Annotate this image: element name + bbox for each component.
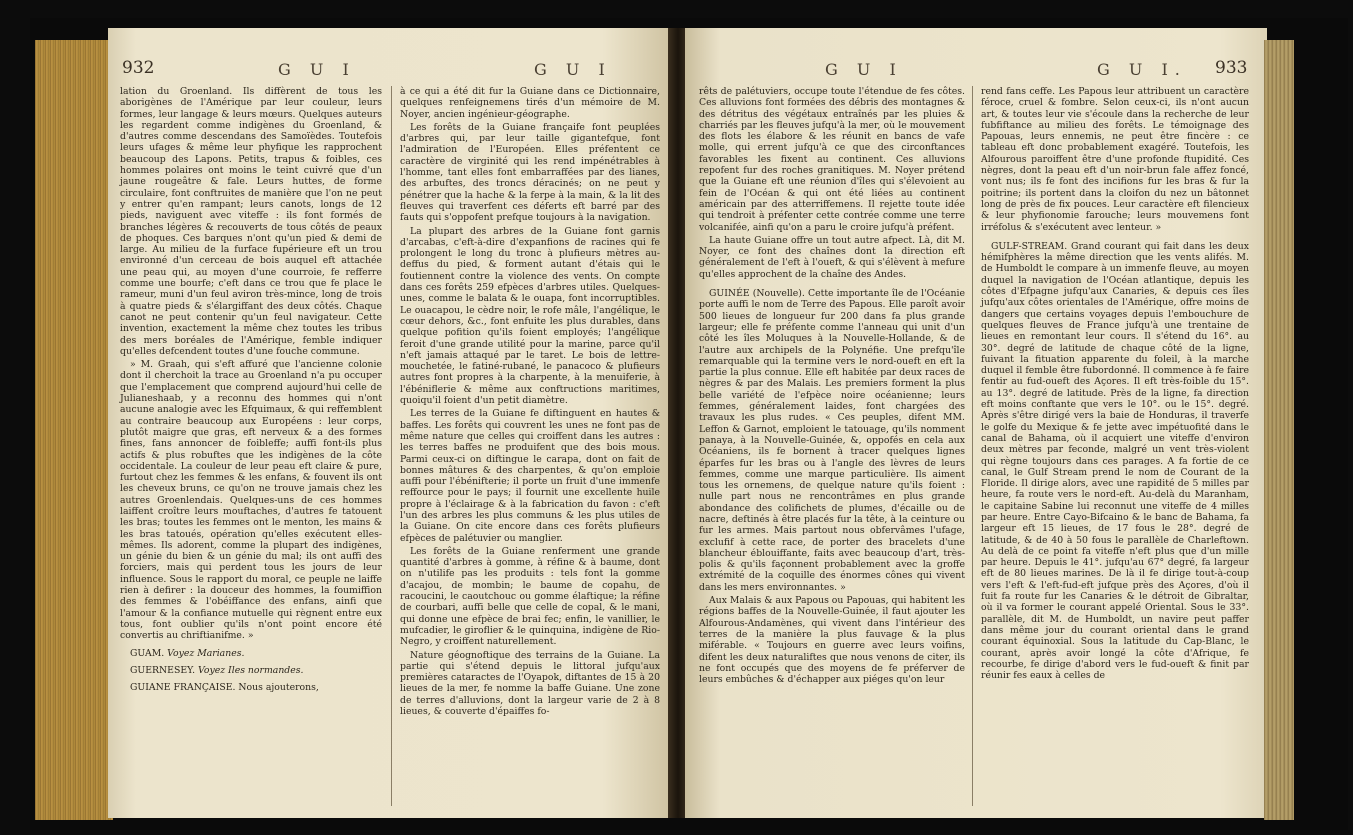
entry-head: GUERNESEY.: [130, 664, 196, 676]
right-column-2: [981, 86, 1249, 683]
paragraph: La plupart des arbres de la Guiane font garnis d'arcabas, c'eft-à-dire d'expanfions de racines qui fe prolongent le long du tronc à plufieurs mètres au-deffus du pied, & forment autant d'étais qui le foutiennent contre la violence des vents. On compte dans ces forêts 259 efpèces d'arbres utiles. Quelques-unes, comme le balata & le ouapa, font incorruptibles. Le ouacapou, le cèdre noir, le rofe mâle, l'angélique, le cœur dehors, &c., font enfuite les plus durables, dans quelque pofition qu'ils foient employés; l'angélique feroit d'une grande utilité pour la marine, parce qu'il n'eft jamais attaqué par le taret. Le bois de lettre-mouchetée, le fatiné-rubané, le panacoco & plufieurs autres font propres à la charpente, à la menuiferie, à l'ébéniflerie & même aux conftructions maritimes, quoiqu'il foient d'un petit diamètre.: [400, 225, 660, 407]
entry-head: GUAM.: [130, 647, 165, 659]
left-header-left: G U I: [278, 60, 356, 79]
right-page: [685, 28, 1267, 818]
entry-ref: Voyez Iles normandes.: [195, 664, 304, 676]
page-edges-left: [35, 40, 113, 820]
left-column-1: [120, 86, 382, 695]
entry-ref: Voyez Marianes.: [164, 647, 245, 659]
paragraph: Aux Malais & aux Papous ou Papouas, qui habitent les régions baffes de la Nouvelle-Guinée, il faut ajouter les Alfourous-Andamènes, qui vivent dans l'intérieur des terres de la manière la plus fauvage & la plus miférable. « Toujours en guerre avec leurs voifins, difent les deux naturaliftes que nous venons de citer, ils ne font occupés que des moyens de fe préferver de leurs embûches & d'échapper aux piéges qu'on leur: [699, 595, 965, 686]
left-header-right: G U I: [534, 60, 612, 79]
paragraph: Les forêts de la Guiane renferment une grande quantité d'arbres à gomme, à réfine & à baume, dont on n'utilife pas les produits : tels font la gomme d'acajou, de mombin; le baume de copahu, de racoucini, le caoutchouc ou gomme élaftique; la réfine de courbari, auffi belle que celle de copal, & le mani, qui donne une efpèce de brai fec; enfin, le vanillier, le mufcadier, le giroflier & le quinquina, indigène de Rio-Negro, y croiffent naturellement.: [400, 545, 660, 648]
left-column-2: [400, 86, 660, 719]
paragraph: Les forêts de la Guiane françaife font peuplées d'arbres qui, par leur taille gigantefque, font l'admiration de l'Européen. Elles préfentent ce caractère de virginité qui les rend impénétrables à l'homme, tant elles font embarraffées par des lianes, des arbuftes, des troncs déracinés; on ne peut y pénétrer que la hache & la ferpe à la main, & la lit des fleuves qui traverfent ces déferts eft barré par des fauts qui s'oppofent prefque toujours à la navigation.: [400, 121, 660, 224]
paragraph: Les terres de la Guiane fe diftinguent en hautes & baffes. Les forêts qui couvrent les unes ne font pas de même nature que celles qui croiffent dans les autres : les terres baffes ne produifent que des bois mous. Parmi ceux-ci on diftingue le carapa, dont on fait de bonnes mâtures & des charpentes, & qu'on emploie auffi pour l'ébénifterie; il porte un fruit d'une immenfe reffource pour le pays; il fournit une excellente huile propre à l'éclairage & à la fabrication du favon : c'eft l'un des arbres les plus communs & les plus utiles de la Guiane. On cite encore dans ces forêts plufieurs efpèces de palétuvier ou manglier.: [400, 408, 660, 544]
right-column-1: [699, 86, 965, 687]
entry-head: GUIANE FRANÇAISE.: [130, 682, 236, 694]
entry-guernesey: [120, 665, 382, 676]
paragraph: lation du Groenland. Ils diffèrent de tous les aborigènes de l'Amérique par leur couleur, leurs formes, leur langage & leurs mœurs. Quelques auteurs les regardent comme indigènes du Groenland, & d'autres comme descendans des Samoïèdes. Toutefois leurs ufages & même leur phyfique les rapprochent beaucoup des Lapons. Petits, trapus & foibles, ces hommes polaires ont moins le teint cuivré que d'un jaune rougeâtre & fale. Leurs huttes, de forme circulaire, font conftruites de manière que l'on ne peut y entrer qu'en rampant; leurs canots, longs de 12 pieds, naviguent avec viteffe : ils font formés de branches légères & recouverts de tous côtés de peaux de phoques. Ces barques n'ont qu'un pied & demi de large. Au milieu de la furface fupérieure eft un trou environné d'un cerceau de bois auquel eft attachée une peau qui, au moyen d'une courroie, fe refferre comme une bourfe; c'eft dans ce trou que fe place le rameur, muni d'un feul aviron très-mince, long de trois à quatre pieds & s'élargiffant des deux côtés. Chaque canot ne peut contenir qu'un feul navigateur. Cette invention, exactement la même chez toutes les tribus des mers boréales de l'Amérique, femble indiquer qu'elles defcendent toutes d'une fouche commune.: [120, 86, 382, 357]
entry-guiane: [120, 682, 382, 693]
paragraph: rend fans ceffe. Les Papous leur attribuent un caractère féroce, cruel & fombre. Selon ceux-ci, ils n'ont aucun art, & toutes leur vie s'écoule dans la recherche de leur fubfiftance au milieu des forêts. Le témoignage des Papouas, leurs ennemis, ne peut être fincère : ce tableau eft donc probablement exagéré. Toutefois, les Alfourous paroiffent être d'une profonde ftupidité. Ces nègres, dont la peau eft d'un noir-brun fale affez foncé, vont nus; ils fe font des incifions fur les bras & fur la poitrine; ils portent dans la cloifon du nez un bâtonnet long de près de fix pouces. Leur caractère eft filencieux & leur phyfionomie farouche; leurs mouvemens font irréfolus & s'exécutent avec lenteur. »: [981, 86, 1249, 233]
page-edges-right: [1264, 40, 1294, 820]
left-page: [108, 28, 670, 818]
paragraph: GULF-STREAM. Grand courant qui fait dans les deux hémifphères la même direction que les vents alifés. M. de Humboldt le compare à un immenfe fleuve, au moyen duquel la navigation de l'Océan atlantique, depuis les côtes d'Efpagne jufqu'aux Canaries, & depuis ces îles jufqu'aux côtes orientales de l'Amérique, offre moins de dangers que certains voyages depuis l'embouchure de quelques fleuves de France jufqu'à une trentaine de lieues en remontant leur cours. Il s'étend du 16°. au 30°. degré de latitude de chaque côté de la ligne, fuivant la fituation apparente du foleil, à la marche duquel il femble être fubordonné. Il commence à fe faire fentir au fud-oueft des Açores. Il eft très-foible du 15°. au 13°. degré de latitude. Près de la ligne, fa direction eft moins conftante que vers le 10°. ou le 15°. degré. Après s'être dirigé vers la baie de Honduras, il traverfe le golfe du Mexique & fe jette avec impétuofité dans le canal de Bahama, où il acquiert une viteffe d'environ deux mètres par feconde, malgré un vent très-violent qui règne toujours dans ces parages. A fa fortie de ce canal, le Gulf Stream prend le nom de Courant de la Floride. Il dirige alors, avec une rapidité de 5 milles par heure, fa route vers le nord-eft. Au-delà du Maranham, le capitaine Sabine lui reconnut une viteffe de 4 milles par heure. Entre Cayo-Bifcaino & le banc de Bahama, fa largeur eft 15 lieues, de 17 fous le 28°. degré de latitude, & de 40 à 50 fous le parallèle de Charleftown. Au delà de ce point fa viteffe n'eft plus que d'un mille par heure. Depuis le 41°. jufqu'au 67° degré, fa largeur eft de 80 lieues marines. De là il fe dirige tout-à-coup vers l'eft & l'eft-fud-eft jufque près des Açores, d'où il fuit fa route fur les Canaries & le détroit de Gibraltar, où il va former le courant appelé Oriental. Sous le 33°. parallèle, dit M. de Humboldt, un navire peut paffer dans même jour du courant oriental dans le grand courant équinoxial. Sous la latitude du Cap-Blanc, le courant, après avoir longé la côte d'Afrique, fe recourbe, fe dirige d'abord vers le fud-oueft & finit par réunir fes eaux à celles de: [981, 240, 1249, 682]
left-page-number: 932: [122, 58, 155, 78]
paragraph: » M. Graah, qui s'eft affuré que l'ancienne colonie dont il cherchoit la trace au Groenland n'a pu occuper que l'emplacement que comprend aujourd'hui celle de Julianeshaab, y a reconnu des hommes qui n'ont aucune analogie avec les Efquimaux, & qui reffemblent au contraire beaucoup aux Européens : leur corps, plutôt maigre que gras, eft nerveux & a des formes fines, fans annoncer de foibleffe; auffi font-ils plus actifs & plus robuftes que les indigènes de la côte occidentale. La couleur de leur peau eft claire & pure, furtout chez les femmes & les enfans, & fouvent ils ont les cheveux bruns, ce qu'on ne trouve jamais chez les autres Groenlendais. Quelques-uns de ces hommes laiffent croître leurs mouftaches, d'autres fe tatouent les bras; toutes les femmes ont le menton, les mains & les bras tatoués, opération qu'elles exécutent elles-mêmes. Ils adorent, comme la plupart des indigènes, un génie du bien & un génie du mal; ils ont auffi des forciers, mais qui perdent tous les jours de leur influence. Sous le rapport du moral, ce peuple ne laiffe rien à defirer : la douceur des hommes, la foumiffion des femmes & l'obéiffance des enfans, ainfi que l'amour & la confiance mutuelle qui règnent entre eux tous, font oublier qu'ils n'ont point encore été convertis au chriftianifme. »: [120, 359, 382, 642]
paragraph: à ce qui a été dit fur la Guiane dans ce Dictionnaire, quelques renfeignemens tirés d'un mémoire de M. Noyer, ancien ingénieur-géographe.: [400, 86, 660, 120]
column-rule: [972, 86, 973, 806]
right-header-right: G U I.: [1097, 60, 1187, 79]
paragraph: rêts de palétuviers, occupe toute l'étendue de fes côtes. Ces alluvions font formées des débris des montagnes & des détritus des végétaux entraînés par les pluies & charriés par les fleuves jufqu'à la mer, où le mouvement des flots les élabore & les réunit en bancs de vafe molle, qui errent jufqu'à ce que des circonftances favorables les fixent au continent. Ces alluvions repofent fur des roches granitiques. M. Noyer prétend que la Guiane eft une réunion d'îles qui s'élevoient au fein de l'Océan & qui ont été liées au continent américain par des atterriffemens. Il rejette toute idée qui tendroit à préfenter cette contrée comme une terre volcanifée, ainfi qu'on a paru le croire jufqu'à préfent.: [699, 86, 965, 233]
entry-rest: Nous ajouterons,: [235, 682, 319, 694]
right-header-left: G U I: [825, 60, 903, 79]
entry-guam: [120, 648, 382, 659]
column-rule: [391, 86, 392, 806]
paragraph: Nature géognoftique des terrains de la Guiane. La partie qui s'étend depuis le littoral jufqu'aux premières cataractes de l'Oyapok, diftantes de 15 à 20 lieues de la mer, fe nomme la baffe Guiane. Une zone de terres d'alluvions, dont la largeur varie de 2 à 8 lieues, & couverte d'épaiffes fo-: [400, 649, 660, 718]
paragraph: La haute Guiane offre un tout autre afpect. Là, dit M. Noyer, ce font des chaînes dont la direction eft généralement de l'eft à l'oueft, & qui s'élèvent à mefure qu'elles approchent de la chaîne des Andes.: [699, 234, 965, 280]
right-page-number: 933: [1215, 58, 1248, 78]
paragraph: GUINÉE (Nouvelle). Cette importante île de l'Océanie porte auffi le nom de Terre des Papous. Elle paroît avoir 500 lieues de longueur fur 200 dans fa plus grande largeur; elle fe préfente comme l'anneau qui unit d'un côté les îles Moluques à la Nouvelle-Hollande, & de l'autre aux archipels de la Polynéfie. Une prefqu'île remarquable qui la termine vers le nord-oueft en eft la partie la plus connue. Elle eft habitée par deux races de nègres & par des Malais. Les premiers forment la plus belle variété de l'efpèce noire océanienne; leurs femmes, généralement laides, font chargées des travaux les plus rudes. « Ces peuples, difent MM. Leffon & Garnot, emploient le tatouage, qu'ils nomment panaya, à la Nouvelle-Guinée, &, oppofés en cela aux Océaniens, ils fe bornent à tracer quelques lignes éparfes fur les bras ou à l'angle des lèvres de leurs femmes, comme une marque particulière. Ils aiment tous les ornemens, de quelque nature qu'ils foient : nulle part nous ne rencontrâmes en plus grande abondance des colifichets de plumes, d'écaille ou de nacre, deftinés à être placés fur la tête, à la ceinture ou fur les armes. Mais partout nous obfervâmes l'ufage, exclufif à cette race, de porter des bracelets d'une blancheur éblouiffante, faits avec beaucoup d'art, très-polis & qu'ils façonnent probablement avec la groffe extrémité de la coquille des énormes cônes qui vivent dans les mers environnantes. »: [699, 288, 965, 593]
